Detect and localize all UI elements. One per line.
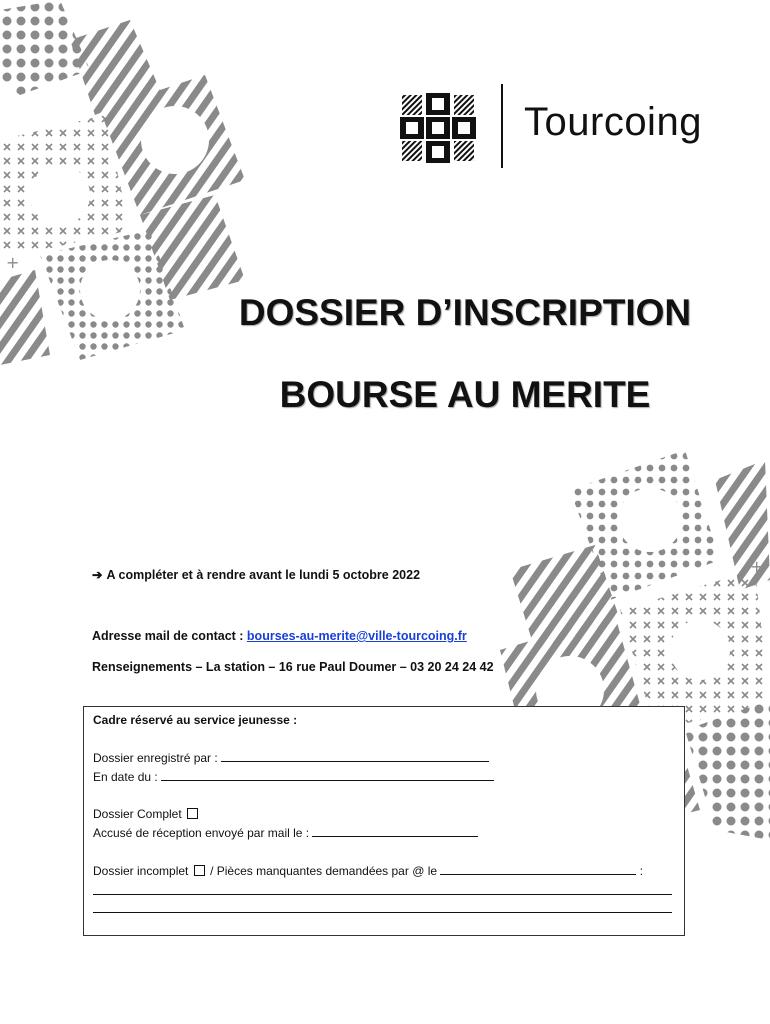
tourcoing-logo-icon <box>400 93 476 163</box>
info-line: Renseignements – La station – 16 rue Paul Doumer – 03 20 24 24 42 <box>92 660 494 674</box>
registered-by-field[interactable] <box>221 750 489 762</box>
brand-name: Tourcoing <box>524 100 702 144</box>
document-title: DOSSIER D’INSCRIPTION <box>238 292 692 333</box>
receipt-label: Accusé de réception envoyé par mail le : <box>93 826 310 840</box>
missing-suffix: : <box>639 864 644 878</box>
incomplete-label: Dossier incomplet <box>93 864 189 878</box>
receipt-row <box>93 825 478 840</box>
deadline-text: A compléter et à rendre avant le lundi 5 octobre 2022 <box>106 568 421 582</box>
date-label: En date du : <box>93 770 158 784</box>
missing-line-1 <box>93 883 672 898</box>
service-box-heading: Cadre réservé au service jeunesse : <box>93 713 298 727</box>
complete-row <box>93 807 200 821</box>
complete-checkbox[interactable] <box>187 808 198 819</box>
document-subtitle: BOURSE AU MERITE <box>279 374 651 415</box>
complete-label: Dossier Complet <box>93 807 182 821</box>
missing-details-field-1[interactable] <box>93 883 672 895</box>
contact-email-link[interactable]: bourses-au-merite@ville-tourcoing.fr <box>246 629 467 643</box>
missing-label: / Pièces manquantes demandées par @ le <box>210 864 438 878</box>
incomplete-row <box>93 863 643 878</box>
svg-text:+: + <box>6 253 20 272</box>
registered-by-row <box>93 750 489 765</box>
date-field[interactable] <box>161 769 494 781</box>
service-reserved-box <box>83 706 685 936</box>
date-row <box>93 769 494 784</box>
arrow-right-icon: ➔ <box>92 568 103 582</box>
registered-by-label: Dossier enregistré par : <box>93 751 218 765</box>
missing-date-field[interactable] <box>440 863 636 875</box>
missing-line-2 <box>93 901 672 916</box>
contact-line <box>92 629 467 643</box>
incomplete-checkbox[interactable] <box>194 865 205 876</box>
svg-text:+: + <box>750 557 764 576</box>
receipt-date-field[interactable] <box>312 825 478 837</box>
missing-details-field-2[interactable] <box>93 901 672 913</box>
logo-divider <box>501 84 503 168</box>
contact-label: Adresse mail de contact : <box>92 629 247 643</box>
deadline-note <box>92 567 420 582</box>
